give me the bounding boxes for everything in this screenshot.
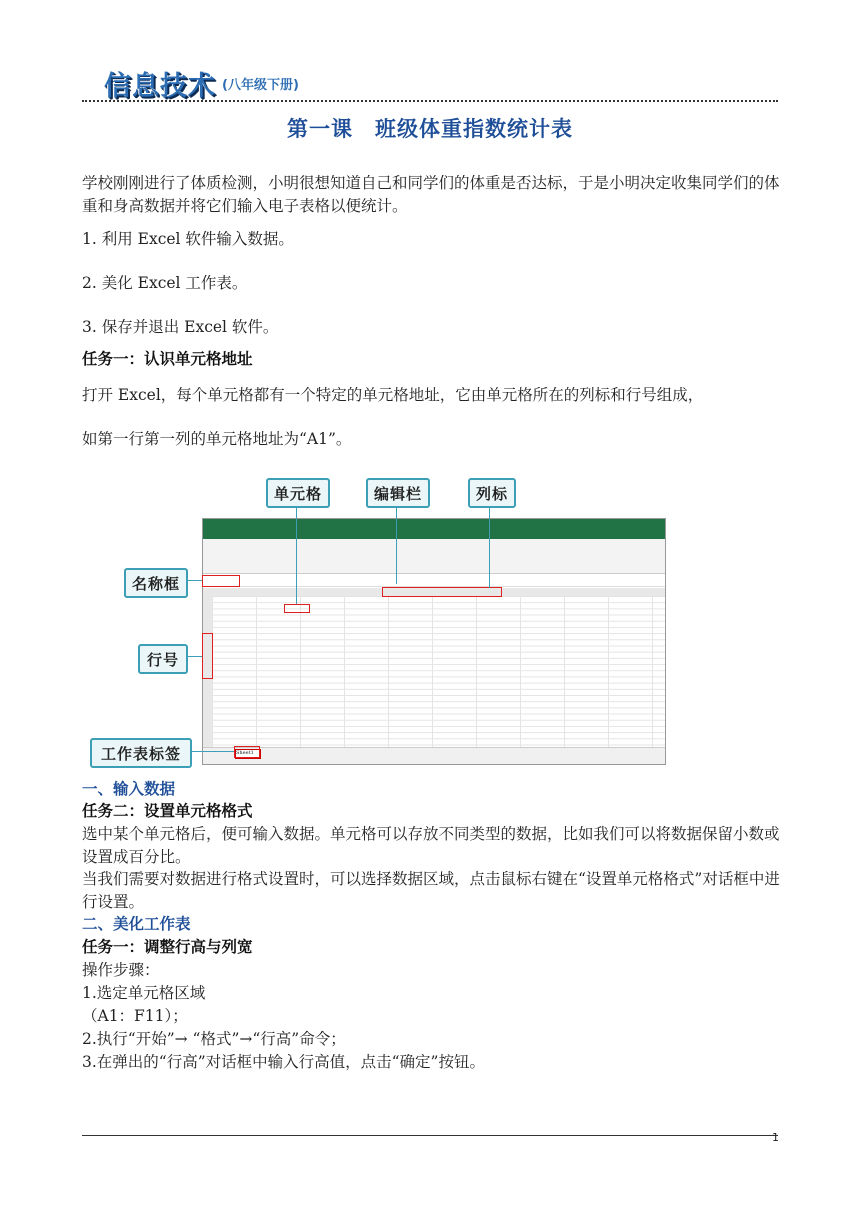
page-title: 第一课 班级体重指数统计表 (287, 117, 573, 141)
leader-cell (296, 504, 297, 604)
callout-cell: 单元格 (266, 478, 330, 508)
callout-name-box: 名称框 (124, 568, 188, 598)
row-highlight (202, 633, 213, 679)
leader-sheettab (188, 751, 234, 752)
sheet-tab-highlight (234, 746, 260, 758)
header-divider (82, 100, 778, 102)
name-box-highlight (202, 575, 240, 587)
excel-formula-bar (203, 576, 665, 587)
section1-heading: 一、输入数据 (82, 780, 176, 798)
excel-statusbar (203, 747, 665, 765)
goal-1: 1. 利用 Excel 软件输入数据。 (82, 230, 294, 248)
task1-line2: 如第一行第一列的单元格地址为“A1”。 (82, 430, 352, 448)
callout-row: 行号 (138, 644, 188, 674)
excel-grid (212, 596, 665, 747)
task1-line1: 打开 Excel，每个单元格都有一个特定的单元格地址，它由单元格所在的列标和行号组成， (82, 386, 704, 404)
intro-paragraph: 学校刚刚进行了体质检测，小明很想知道自己和同学们的体重是否达标，于是小明决定收集同学们的体重和身高数据并将它们输入电子表格以便统计。 (82, 174, 780, 215)
step-1-range: （A1：F11）； (82, 1007, 188, 1025)
excel-titlebar (203, 519, 665, 530)
column-highlight (382, 587, 502, 597)
goal-3: 3. 保存并退出 Excel 软件。 (82, 318, 279, 336)
step-2: 2.执行“开始”→ “格式”→“行高”命令； (82, 1030, 346, 1048)
footer-divider (82, 1135, 778, 1136)
task3-heading: 任务一：调整行高与列宽 (82, 938, 253, 956)
header-subtitle: (八年级下册) (222, 78, 299, 93)
steps-label: 操作步骤： (82, 961, 160, 979)
excel-ribbon-tabs (203, 530, 665, 539)
callout-sheet-tab: 工作表标签 (90, 738, 192, 768)
excel-sheet-tab: Sheet1 (235, 749, 261, 759)
goal-2: 2. 美化 Excel 工作表。 (82, 274, 248, 292)
page-number: 1 (772, 1131, 779, 1144)
header-logo: 信息技术 (104, 71, 216, 102)
callout-column: 列标 (468, 478, 516, 508)
excel-ribbon (203, 539, 665, 574)
task2-paragraph2: 当我们需要对数据进行格式设置时，可以选择数据区域，点击鼠标右键在“设置单元格格式”对话框中进行设置。 (82, 870, 780, 911)
leader-column (489, 504, 490, 588)
task2-heading: 任务二：设置单元格格式 (82, 802, 253, 820)
callout-formula-bar: 编辑栏 (366, 478, 430, 508)
step-3: 3.在弹出的“行高”对话框中输入行高值，点击“确定”按钮。 (82, 1053, 485, 1071)
task2-paragraph1: 选中某个单元格后，便可输入数据。单元格可以存放不同类型的数据，比如我们可以将数据保留小数或设置成百分比。 (82, 825, 780, 866)
task1-heading: 任务一：认识单元格地址 (82, 350, 253, 368)
cell-highlight (284, 604, 310, 613)
section2-heading: 二、美化工作表 (82, 915, 191, 933)
step-1: 1.选定单元格区域 (82, 984, 206, 1002)
excel-screenshot (202, 518, 666, 765)
leader-formula (396, 504, 397, 584)
